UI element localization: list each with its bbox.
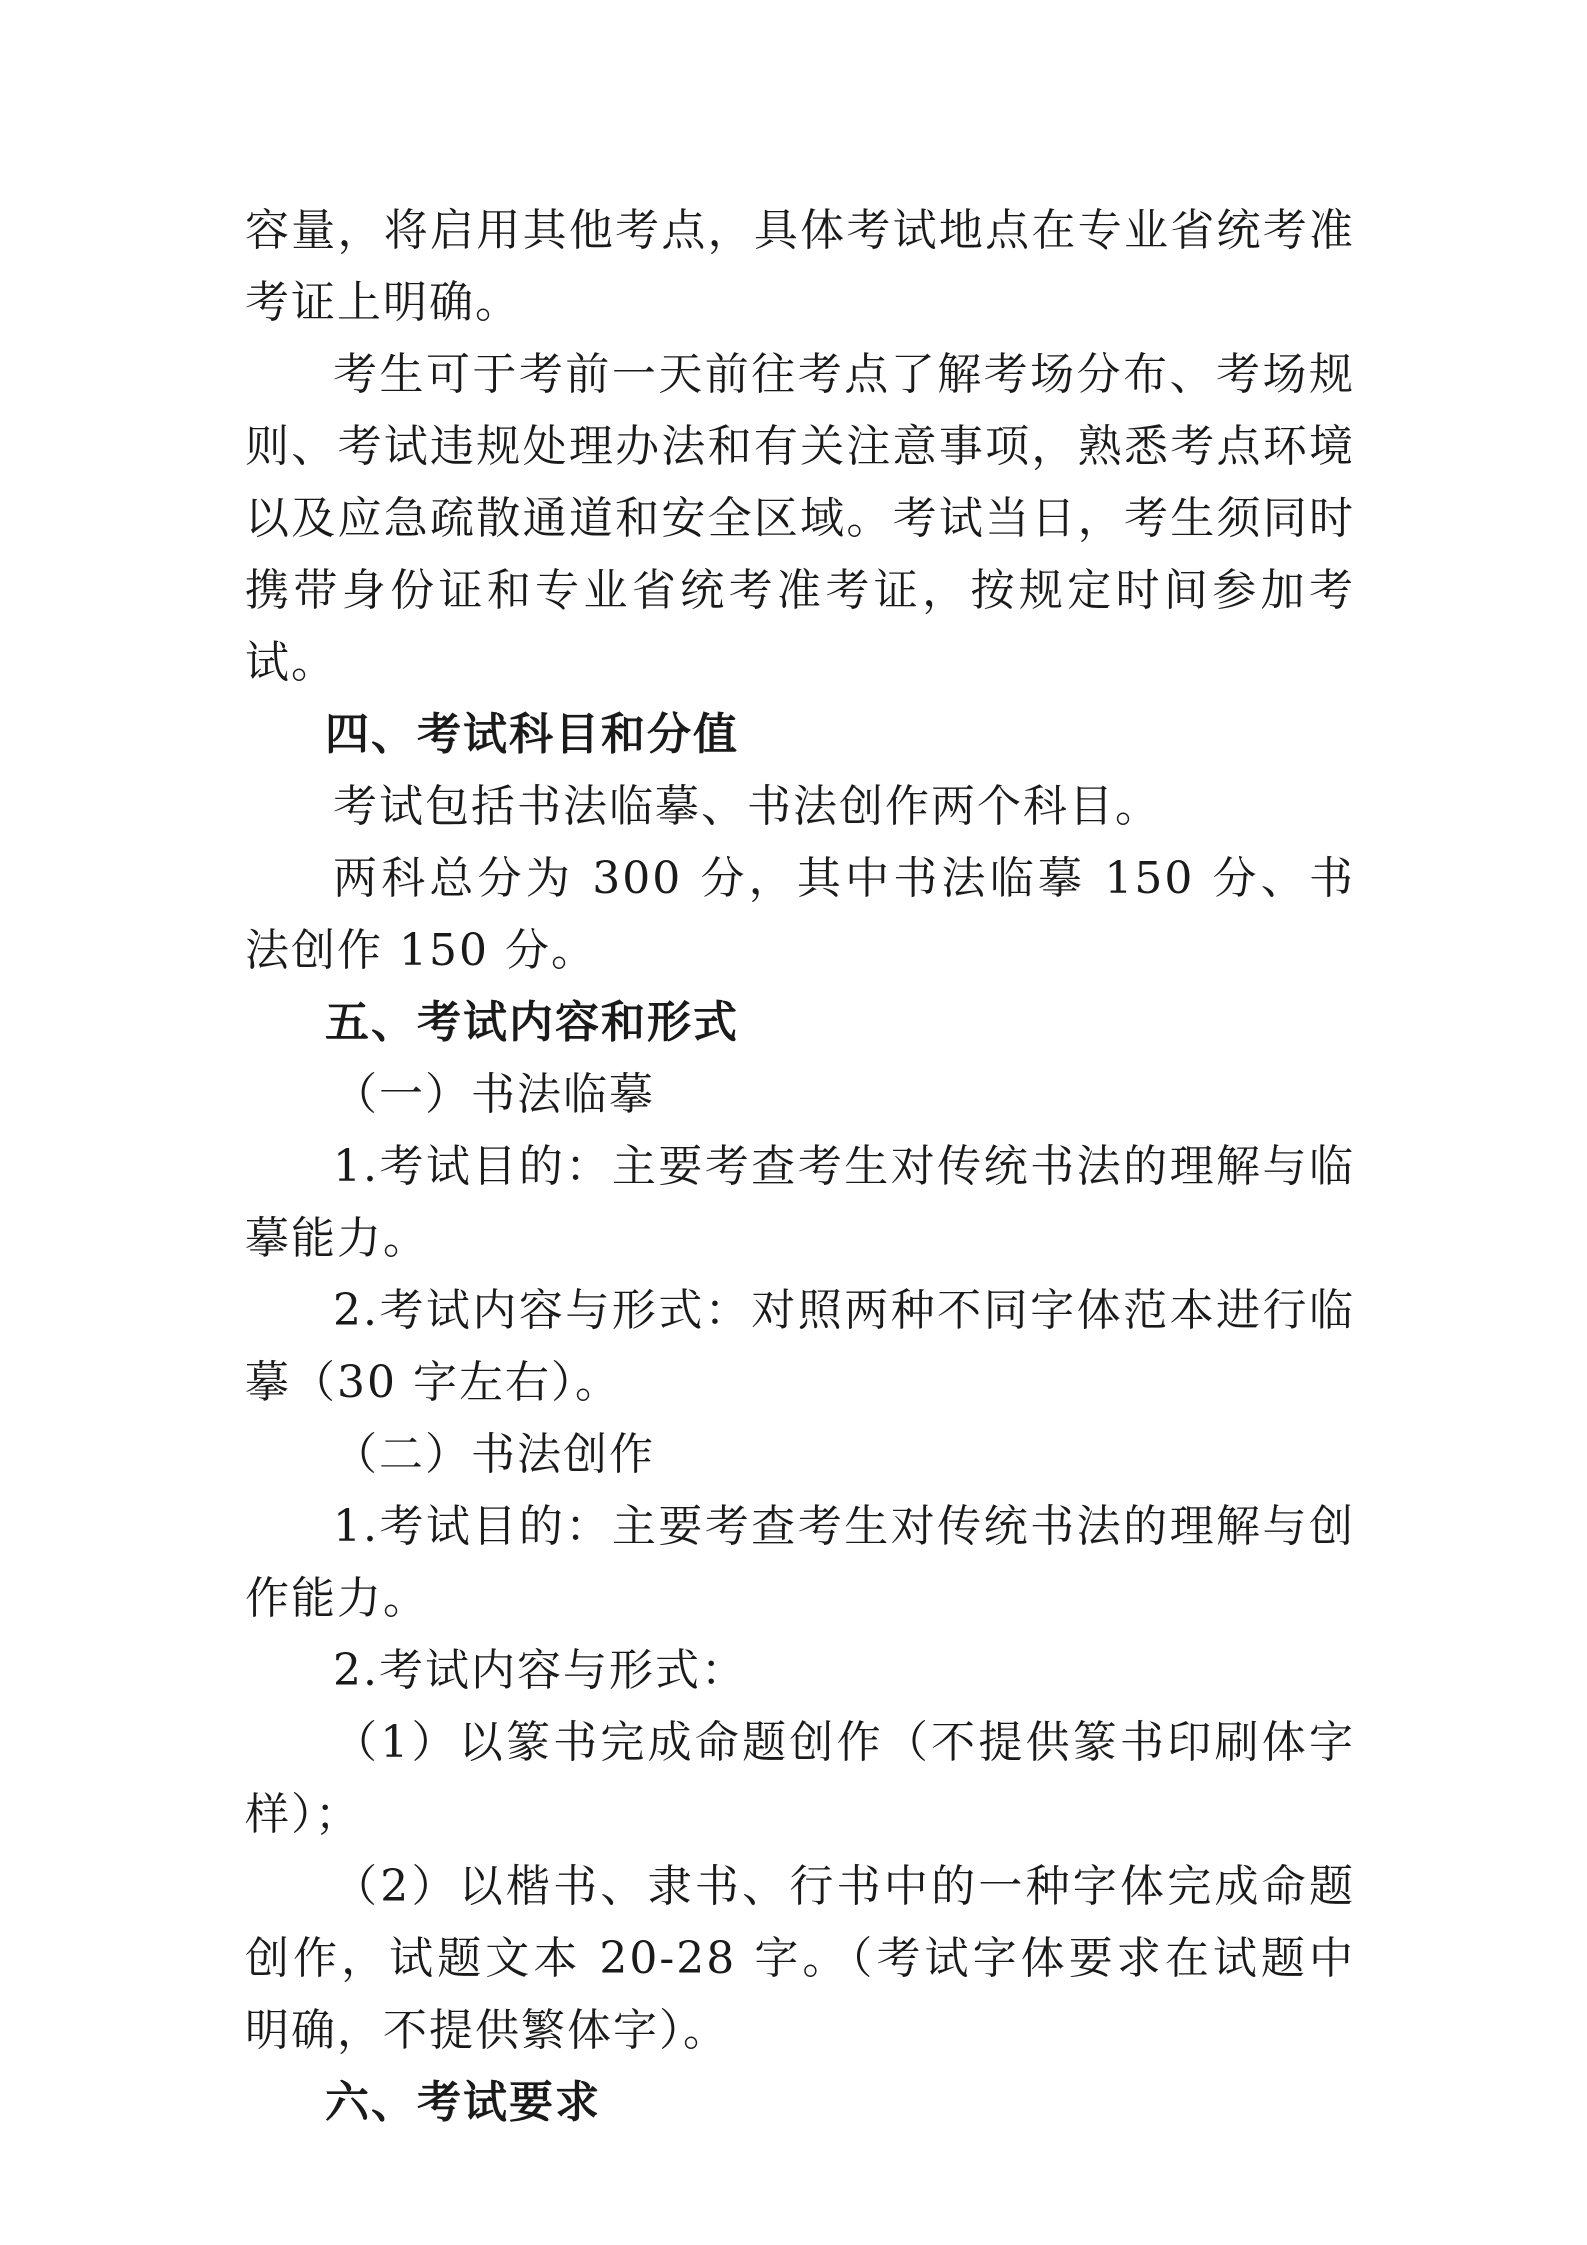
paragraph-pre-exam-visit: 考生可于考前一天前往考点了解考场分布、考场规则、考试违规处理办法和有关注意事项，熟悉考点环境以及应急疏散通道和安全区域。考试当日，考生须同时携带身份证和专业省统考准考证，按规定时间参加考试。 — [245, 349, 1355, 688]
paragraph-score-breakdown: 两科总分为 300 分，其中书法临摹 150 分、书法创作 150 分。 — [245, 853, 1355, 976]
paragraph-exam-venue-note: 容量，将启用其他考点，具体考试地点在专业省统考准考证上明确。 — [245, 205, 1355, 328]
paragraph-subjects: 考试包括书法临摹、书法创作两个科目。 — [333, 781, 1161, 832]
subsection-heading-copying: （一）书法临摹 — [333, 1069, 655, 1120]
section-heading-subjects-scores: 四、考试科目和分值 — [325, 709, 739, 760]
paragraph-creation-format-label: 2.考试内容与形式： — [333, 1645, 747, 1696]
paragraph-creation-item-2: （2）以楷书、隶书、行书中的一种字体完成命题创作，试题文本 20-28 字。（考试字体要求在试题中明确，不提供繁体字）。 — [245, 1861, 1355, 2056]
paragraph-creation-item-1: （1）以篆书完成命题创作（不提供篆书印刷体字样）； — [245, 1717, 1355, 1840]
paragraph-creation-purpose: 1.考试目的：主要考查考生对传统书法的理解与创作能力。 — [245, 1501, 1355, 1624]
document-body — [245, 195, 1355, 2139]
section-heading-exam-requirements: 六、考试要求 — [325, 2077, 601, 2128]
paragraph-copying-purpose: 1.考试目的：主要考查考生对传统书法的理解与临摹能力。 — [245, 1141, 1355, 1264]
paragraph-copying-format: 2.考试内容与形式：对照两种不同字体范本进行临摹（30 字左右）。 — [245, 1285, 1355, 1408]
section-heading-content-format: 五、考试内容和形式 — [325, 997, 739, 1048]
subsection-heading-creation: （二）书法创作 — [333, 1429, 655, 1480]
